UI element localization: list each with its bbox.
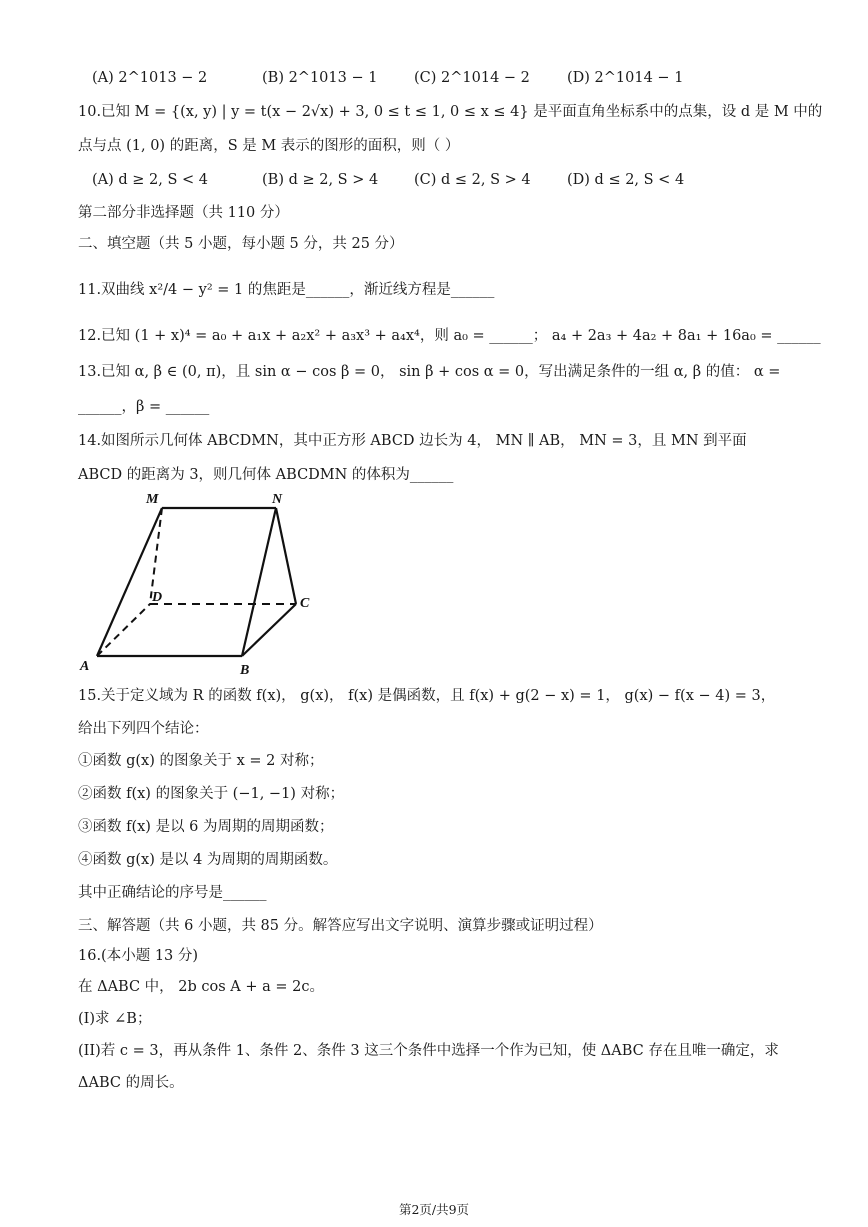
q9-option-c: (C) 2^1014 − 2 bbox=[414, 70, 530, 86]
q9-option-b: (B) 2^1013 − 1 bbox=[262, 70, 378, 86]
edge-nc bbox=[276, 508, 296, 604]
q15-conclusion-1: ①函数 g(x) 的图象关于 x = 2 对称； bbox=[78, 753, 324, 769]
q10-stem-line1: 10.已知 M = {(x, y) | y = t(x − 2√x) + 3, 0 ≤ t ≤ 1, 0 ≤ x ≤ 4} 是平面直角坐标系中的点集，设 d 是 M 中的 bbox=[78, 104, 823, 120]
q15-conclusion-4: ④函数 g(x) 是以 4 为周期的周期函数。 bbox=[78, 852, 338, 868]
q11-text: 11.双曲线 x²/4 − y² = 1 的焦距是______，渐近线方程是______ bbox=[78, 282, 495, 298]
q10-option-b: (B) d ≥ 2, S > 4 bbox=[262, 172, 379, 188]
page-footer: 第2页/共9页 bbox=[398, 1202, 470, 1217]
q15-conclusion-2: ②函数 f(x) 的图象关于 (−1, −1) 对称； bbox=[78, 786, 345, 802]
q15-line1: 15.关于定义域为 R 的函数 f(x)， g(x)， f(x) 是偶函数，且 f(x) + g(2 − x) = 1， g(x) − f(x − 4) = 3， bbox=[78, 688, 776, 704]
label-b: B bbox=[240, 663, 250, 678]
section3-heading: 三、解答题（共 6 小题，共 85 分。解答应写出文字说明、演算步骤或证明过程） bbox=[78, 918, 603, 934]
q16-part2-line1: (II)若 c = 3，再从条件 1、条件 2、条件 3 这三个条件中选择一个作为已知，使 ΔABC 存在且唯一确定，求 bbox=[78, 1043, 779, 1059]
q15-line2: 给出下列四个结论： bbox=[78, 721, 209, 737]
q10-option-d: (D) d ≤ 2, S < 4 bbox=[567, 172, 685, 188]
section2-heading: 二、填空题（共 5 小题，每小题 5 分，共 25 分） bbox=[78, 236, 404, 252]
edge-bc bbox=[242, 604, 296, 656]
q15-conclusion-3: ③函数 f(x) 是以 6 为周期的周期函数； bbox=[78, 819, 334, 835]
edge-nb bbox=[242, 508, 276, 656]
q9-option-a: (A) 2^1013 − 2 bbox=[92, 70, 208, 86]
label-c: C bbox=[300, 596, 310, 611]
label-m: M bbox=[146, 492, 159, 507]
q13-line1: 13.已知 α, β ∈ (0, π)，且 sin α − cos β = 0， sin β + cos α = 0，写出满足条件的一组 α, β 的值： α = bbox=[78, 364, 781, 380]
label-n: N bbox=[272, 492, 283, 507]
q10-option-c: (C) d ≤ 2, S > 4 bbox=[414, 172, 531, 188]
label-d: D bbox=[152, 590, 163, 605]
label-a: A bbox=[80, 659, 90, 674]
q16-part1: (I)求 ∠B； bbox=[78, 1011, 152, 1027]
q14-solid-figure bbox=[70, 486, 330, 678]
q9-option-d: (D) 2^1014 − 1 bbox=[567, 70, 684, 86]
q10-option-a: (A) d ≥ 2, S < 4 bbox=[92, 172, 209, 188]
edge-ad-hidden bbox=[97, 604, 150, 656]
q10-stem-line2: 点与点 (1, 0) 的距离，S 是 M 表示的图形的面积，则（ ） bbox=[78, 138, 460, 154]
q12-text: 12.已知 (1 + x)⁴ = a₀ + a₁x + a₂x² + a₃x³ + a₄x⁴，则 a₀ = ______； a₄ + 2a₃ + 4a₂ + 8a₁ + 16a₀ = ______ bbox=[78, 328, 821, 344]
q14-line1: 14.如图所示几何体 ABCDMN，其中正方形 ABCD 边长为 4， MN ∥ AB， MN = 3，且 MN 到平面 bbox=[78, 433, 747, 449]
q13-line2: ______，β = ______ bbox=[78, 399, 210, 415]
q15-ask: 其中正确结论的序号是______ bbox=[78, 885, 267, 901]
q14-line2: ABCD 的距离为 3，则几何体 ABCDMN 的体积为______ bbox=[78, 467, 454, 483]
q16-title: 16.(本小题 13 分) bbox=[78, 948, 199, 964]
q16-part2-line2: ΔABC 的周长。 bbox=[78, 1075, 184, 1091]
part2-heading: 第二部分非选择题（共 110 分） bbox=[78, 205, 289, 221]
q16-stem: 在 ΔABC 中， 2b cos A + a = 2c。 bbox=[78, 979, 325, 995]
